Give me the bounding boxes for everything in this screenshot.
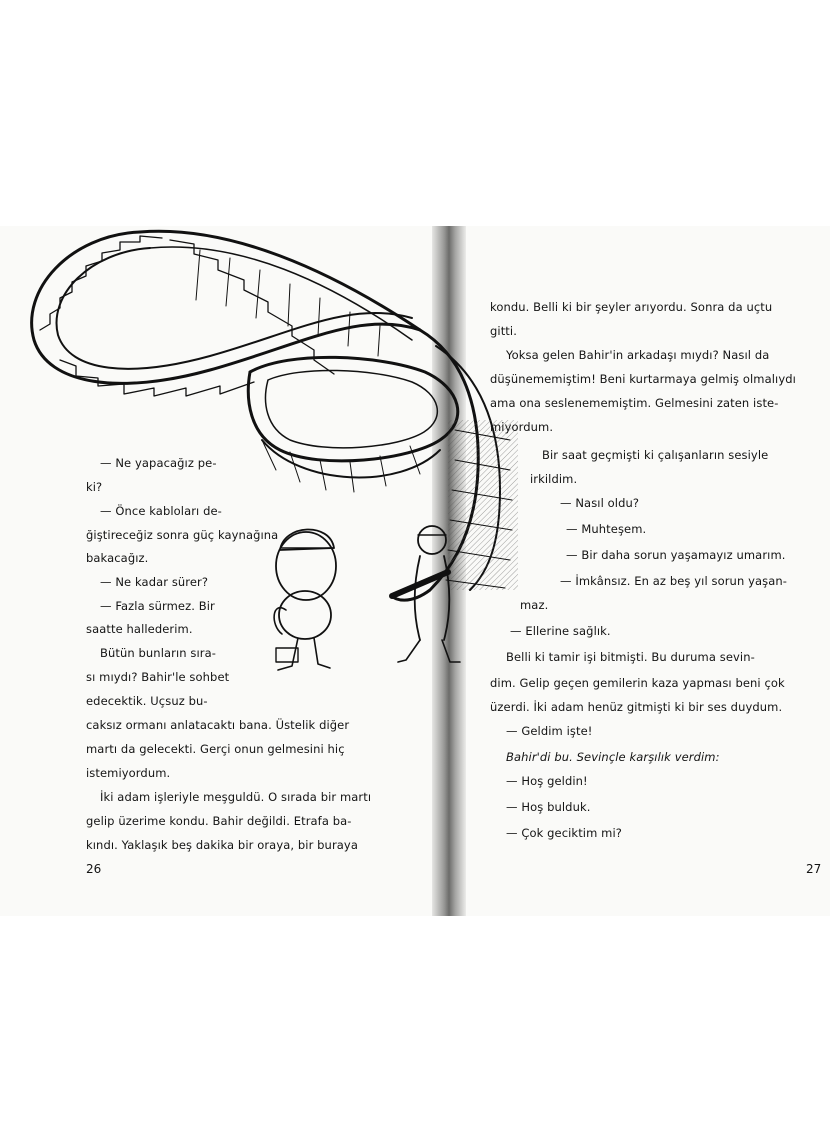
right-line-21: — Hoş bulduk. (506, 800, 591, 814)
right-line-18: — Geldim işte! (506, 724, 593, 738)
right-line-10: — Muhteşem. (566, 522, 647, 536)
left-line-17: kındı. Yaklaşık beş dakika bir oraya, bir buraya (86, 838, 358, 852)
left-line-1: — Ne yapacağız pe- (100, 456, 217, 470)
left-line-11: edecektik. Uçsuz bu- (86, 694, 208, 708)
left-line-16: gelip üzerime kondu. Bahir değildi. Etrafa ba- (86, 814, 352, 828)
right-line-6: miyordum. (490, 420, 554, 434)
right-line-19: Bahir'di bu. Sevinçle karşılık verdim: (506, 750, 720, 764)
right-line-3: Yoksa gelen Bahir'in arkadaşı mıydı? Nasıl da (506, 348, 770, 362)
right-line-17: üzerdi. İki adam henüz gitmişti ki bir ses duydum. (490, 700, 783, 714)
left-line-5: bakacağız. (86, 551, 149, 565)
right-line-2: gitti. (490, 324, 517, 338)
left-line-4: ğiştireceğiz sonra güç kaynağına (86, 528, 279, 542)
left-page-number: 26 (86, 862, 102, 876)
right-line-5: ama ona seslenememiştim. Gelmesini zaten iste- (490, 396, 779, 410)
right-line-16: dim. Gelip geçen gemilerin kaza yapması beni çok (490, 676, 785, 690)
right-line-20: — Hoş geldin! (506, 774, 588, 788)
left-line-12: caksız ormanı anlatacaktı bana. Üstelik diğer (86, 718, 350, 732)
right-line-4: düşünememiştim! Beni kurtarmaya gelmiş olmalıydı (490, 372, 796, 386)
right-line-15: Belli ki tamir işi bitmişti. Bu duruma sevin- (506, 650, 755, 664)
right-line-22: — Çok geciktim mi? (506, 826, 622, 840)
right-line-9: — Nasıl oldu? (560, 496, 640, 510)
left-line-10: sı mıydı? Bahir'le sohbet (86, 670, 230, 684)
right-line-1: kondu. Belli ki bir şeyler arıyordu. Sonra da uçtu (490, 300, 773, 314)
left-line-6: — Ne kadar sürer? (100, 575, 209, 589)
right-line-8: irkildim. (530, 472, 578, 486)
right-line-11: — Bir daha sorun yaşamayız umarım. (566, 548, 786, 562)
right-line-14: — Ellerine sağlık. (510, 624, 611, 638)
left-line-15: İki adam işleriyle meşguldü. O sırada bir martı (100, 790, 372, 804)
right-line-13: maz. (520, 598, 549, 612)
left-line-13: martı da gelecekti. Gerçi onun gelmesini hiç (86, 742, 345, 756)
left-line-3: — Önce kabloları de- (100, 504, 222, 518)
left-line-7: — Fazla sürmez. Bir (100, 599, 215, 613)
left-line-2: ki? (86, 480, 103, 494)
right-line-12: — İmkânsız. En az beş yıl sorun yaşan- (560, 574, 788, 588)
right-line-7: Bir saat geçmişti ki çalışanların sesiyle (542, 448, 769, 462)
left-line-14: istemiyordum. (86, 766, 171, 780)
right-page-number: 27 (806, 862, 822, 876)
left-line-9: Bütün bunların sıra- (100, 646, 217, 660)
left-line-8: saatte hallederim. (86, 622, 193, 636)
